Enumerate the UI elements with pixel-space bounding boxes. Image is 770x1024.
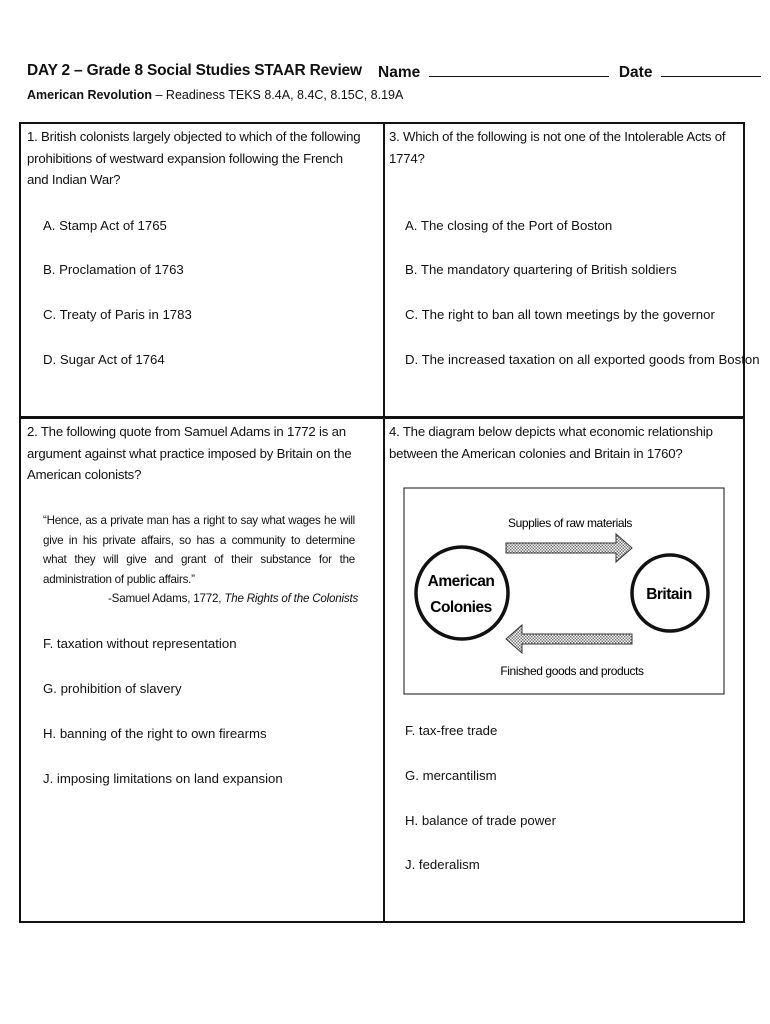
name-blank[interactable] bbox=[429, 62, 609, 77]
q3-choice-a[interactable]: A. The closing of the Port of Boston bbox=[405, 218, 613, 233]
q2-choice-j[interactable]: J. imposing limitations on land expansion bbox=[43, 771, 283, 786]
q1-choice-b[interactable]: B. Proclamation of 1763 bbox=[43, 262, 184, 277]
q4-choice-f[interactable]: F. tax-free trade bbox=[405, 723, 498, 738]
q4-choice-j[interactable]: J. federalism bbox=[405, 857, 480, 872]
quote-attribution bbox=[108, 592, 358, 605]
q1-choice-c[interactable]: C. Treaty of Paris in 1783 bbox=[43, 307, 192, 322]
question-2-text: 2. The following quote from Samuel Adams in 1772 is an argument against what practice imposed by Britain on the American colonists? bbox=[27, 424, 352, 482]
question-1-text: 1. British colonists largely objected to which of the following prohibitions of westward expansion following the French and Indian War? bbox=[27, 129, 361, 187]
name-date-fields bbox=[378, 62, 761, 82]
quote-attribution-author: -Samuel Adams, 1772, bbox=[108, 592, 225, 605]
worksheet-title: DAY 2 – Grade 8 Social Studies STAAR Review bbox=[27, 62, 362, 79]
q1-choice-a[interactable]: A. Stamp Act of 1765 bbox=[43, 218, 167, 233]
q1-choice-d[interactable]: D. Sugar Act of 1764 bbox=[43, 352, 165, 367]
q3-choice-c[interactable]: C. The right to ban all town meetings by the governor bbox=[405, 307, 715, 322]
question-3-text: 3. Which of the following is not one of the Intolerable Acts of 1774? bbox=[389, 129, 726, 166]
question-2 bbox=[27, 421, 362, 486]
q3-choice-b[interactable]: B. The mandatory quartering of British soldiers bbox=[405, 262, 677, 277]
finished-goods-label: Finished goods and products bbox=[500, 664, 644, 678]
question-4-text: 4. The diagram below depicts what economic relationship between the American colonies and Britain in 1760? bbox=[389, 424, 713, 461]
question-1 bbox=[27, 126, 362, 191]
unit-name: American Revolution bbox=[27, 88, 153, 102]
worksheet-header bbox=[27, 62, 747, 102]
question-3 bbox=[389, 126, 734, 169]
trade-diagram bbox=[384, 366, 726, 698]
name-label: Name bbox=[378, 64, 421, 81]
q2-choice-h[interactable]: H. banning of the right to own firearms bbox=[43, 726, 267, 741]
quote-attribution-title: The Rights of the Colonists bbox=[224, 592, 359, 605]
date-blank[interactable] bbox=[661, 62, 761, 77]
american-colonies-label-1: American bbox=[427, 573, 495, 590]
worksheet-subtitle bbox=[27, 88, 403, 102]
q4-choice-h[interactable]: H. balance of trade power bbox=[405, 813, 557, 828]
american-colonies-node bbox=[416, 547, 508, 639]
american-colonies-label-2: Colonies bbox=[430, 599, 492, 616]
q3-choice-d[interactable]: D. The increased taxation on all exported goods from Boston bbox=[405, 352, 760, 367]
q2-choice-f[interactable]: F. taxation without representation bbox=[43, 636, 237, 651]
teks-standards: – Readiness TEKS 8.4A, 8.4C, 8.15C, 8.19A bbox=[152, 88, 404, 102]
q4-choice-g[interactable]: G. mercantilism bbox=[405, 768, 497, 783]
samuel-adams-quote: “Hence, as a private man has a right to say what wages he will give in his private affairs, so has a community to determine what they will give and grant of their substance for the administration of public affairs.” bbox=[43, 514, 355, 586]
date-label: Date bbox=[618, 64, 653, 81]
britain-label: Britain bbox=[646, 586, 692, 603]
q2-choice-g[interactable]: G. prohibition of slavery bbox=[43, 681, 182, 696]
raw-materials-label: Supplies of raw materials bbox=[507, 516, 633, 530]
